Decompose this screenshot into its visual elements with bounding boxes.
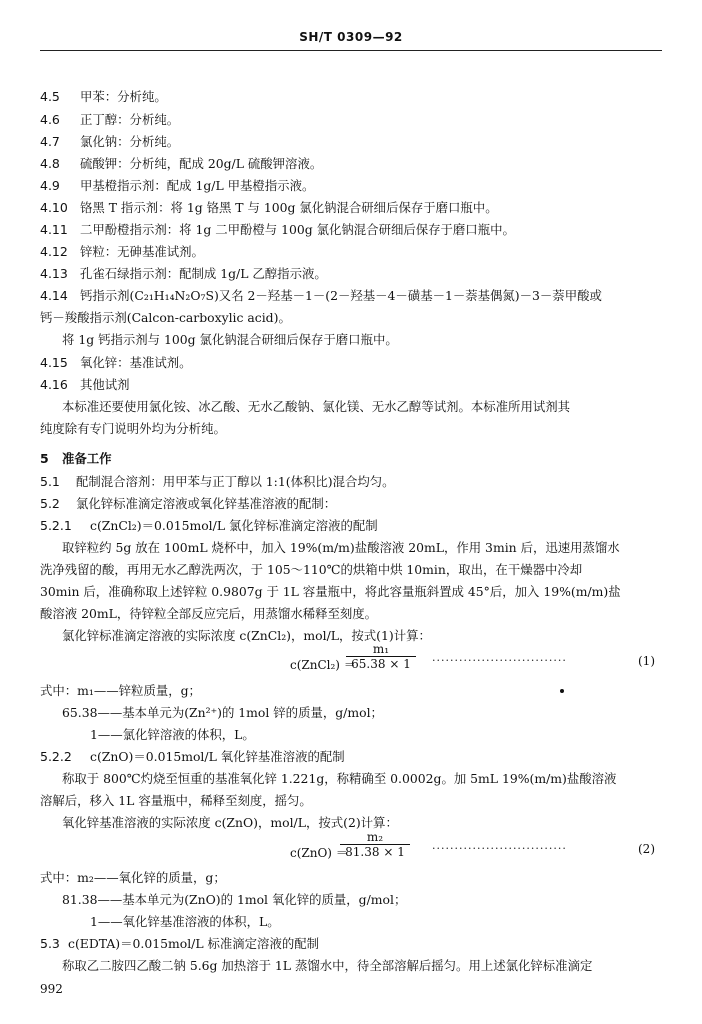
where-1-line-1: 式中：m₁——锌粒质量，g； (40, 683, 201, 698)
equation-1-denominator: 65.38 × 1 (346, 656, 416, 671)
equation-1-number: (1) (638, 654, 655, 668)
paragraph-edta-prep: 称取乙二胺四乙酸二钠 5.6g 加热溶于 1L 蒸馏水中，待全部溶解后摇匀。用上述氯化锌标准滴定 (62, 958, 593, 973)
header-rule (40, 50, 662, 51)
section-5-2-2: 5.2.2 c(ZnO)＝0.015mol/L 氧化锌基准溶液的配制 (40, 749, 345, 764)
paragraph-other-reagents-1: 本标准还要使用氯化铵、冰乙酸、无水乙酸钠、氯化镁、无水乙醇等试剂。本标准所用试剂其 (62, 399, 571, 414)
scan-speck (560, 689, 564, 693)
paragraph-zno-concentration: 氧化锌基准溶液的实际浓度 c(ZnO)，mol/L，按式(2)计算： (62, 815, 398, 830)
paragraph-zinc-prep-4: 酸溶液 20mL，待锌粒全部反应完后，用蒸馏水稀释至刻度。 (40, 606, 378, 621)
section-5-3: 5.3 c(EDTA)＝0.015mol/L 标准滴定溶液的配制 (40, 936, 320, 951)
equation-2-lhs: c(ZnO) ＝ (290, 846, 348, 860)
item-4-14-continued: 钙－羧酸指示剂(Calcon-carboxylic acid)。 (40, 310, 291, 325)
item-4-12: 4.12 锌粒：无砷基准试剂。 (40, 244, 204, 259)
equation-2-numerator: m₂ (366, 830, 384, 844)
where-2-line-2: 81.38——基本单元为(ZnO)的 1mol 氧化锌的质量，g/mol； (62, 892, 407, 907)
equation-1-numerator: m₁ (372, 642, 390, 656)
paragraph-zinc-prep-3: 30min 后，准确称取上述锌粒 0.9807g 于 1L 容量瓶中，将此容量瓶斜置成 45°后，加入 19%(m/m)盐 (40, 584, 621, 599)
item-4-9: 4.9 甲基橙指示剂：配成 1g/L 甲基橙指示液。 (40, 178, 315, 193)
item-4-10: 4.10 铬黑 T 指示剂：将 1g 铬黑 T 与 100g 氯化钠混合研细后保存于磨口瓶中。 (40, 200, 498, 215)
item-4-5: 4.5 甲苯：分析纯。 (40, 89, 167, 104)
paragraph-zinc-prep-2: 洗净残留的酸，再用无水乙醇洗两次，于 105～110℃的烘箱中烘 10min，取出，在干燥器中冷却 (40, 562, 583, 577)
where-2-line-3: 1——氧化锌基准溶液的体积，L。 (90, 914, 280, 929)
paragraph-zinc-prep-1: 取锌粒约 5g 放在 100mL 烧杯中，加入 19%(m/m)盐酸溶液 20mL，作用 3min 后，迅速用蒸馏水 (62, 540, 620, 555)
paragraph-zncl2-concentration: 氯化锌标准滴定溶液的实际浓度 c(ZnCl₂)，mol/L，按式(1)计算： (62, 628, 431, 643)
where-1-line-3: 1——氯化锌溶液的体积，L。 (90, 727, 255, 742)
equation-2-number: (2) (638, 842, 655, 856)
equation-1-lhs: c(ZnCl₂) ＝ (290, 658, 356, 672)
equation-2-denominator: 81.38 × 1 (340, 844, 410, 859)
section-5-heading: 5 准备工作 (40, 451, 112, 466)
paragraph-zno-prep-2: 溶解后，移入 1L 容量瓶中，稀释至刻度，摇匀。 (40, 793, 312, 808)
paragraph-zno-prep-1: 称取于 800℃灼烧至恒重的基准氧化锌 1.221g，称精确至 0.0002g。加 5mL 19%(m/m)盐酸溶液 (62, 771, 617, 786)
equation-2-leader: ······························ (432, 842, 567, 855)
equation-2-fraction (340, 830, 410, 859)
item-4-7: 4.7 氯化钠：分析纯。 (40, 134, 180, 149)
item-4-13: 4.13 孔雀石绿指示剂：配制成 1g/L 乙醇指示液。 (40, 266, 327, 281)
item-4-11: 4.11 二甲酚橙指示剂：将 1g 二甲酚橙与 100g 氯化钠混合研细后保存于磨口瓶中。 (40, 222, 515, 237)
where-2-line-1: 式中：m₂——氧化锌的质量，g； (40, 870, 226, 885)
item-4-14: 4.14 钙指示剂(C₂₁H₁₄N₂O₇S)又名 2－羟基－1－(2－羟基－4－磺基－1－萘基偶氮)－3－萘甲酸或 (40, 288, 602, 303)
where-1-line-2: 65.38——基本单元为(Zn²⁺)的 1mol 锌的质量，g/mol； (62, 705, 383, 720)
paragraph-other-reagents-2: 纯度除有专门说明外均为分析纯。 (40, 421, 226, 436)
section-5-2: 5.2 氯化锌标准滴定溶液或氧化锌基准溶液的配制： (40, 496, 337, 511)
running-header: SH/T 0309—92 (299, 30, 403, 44)
item-4-6: 4.6 正丁醇：分析纯。 (40, 112, 180, 127)
page-number: 992 (40, 982, 63, 996)
section-5-2-1: 5.2.1 c(ZnCl₂)＝0.015mol/L 氯化锌标准滴定溶液的配制 (40, 518, 378, 533)
item-4-14-note: 将 1g 钙指示剂与 100g 氯化钠混合研细后保存于磨口瓶中。 (62, 332, 398, 347)
item-4-8: 4.8 硫酸钾：分析纯，配成 20g/L 硫酸钾溶液。 (40, 156, 323, 171)
equation-1-leader: ······························ (432, 654, 567, 667)
item-4-15: 4.15 氧化锌：基准试剂。 (40, 355, 192, 370)
equation-1-fraction (346, 642, 416, 671)
section-5-1: 5.1 配制混合溶剂：用甲苯与正丁醇以 1:1(体积比)混合均匀。 (40, 474, 395, 489)
item-4-16: 4.16 其他试剂 (40, 377, 130, 392)
